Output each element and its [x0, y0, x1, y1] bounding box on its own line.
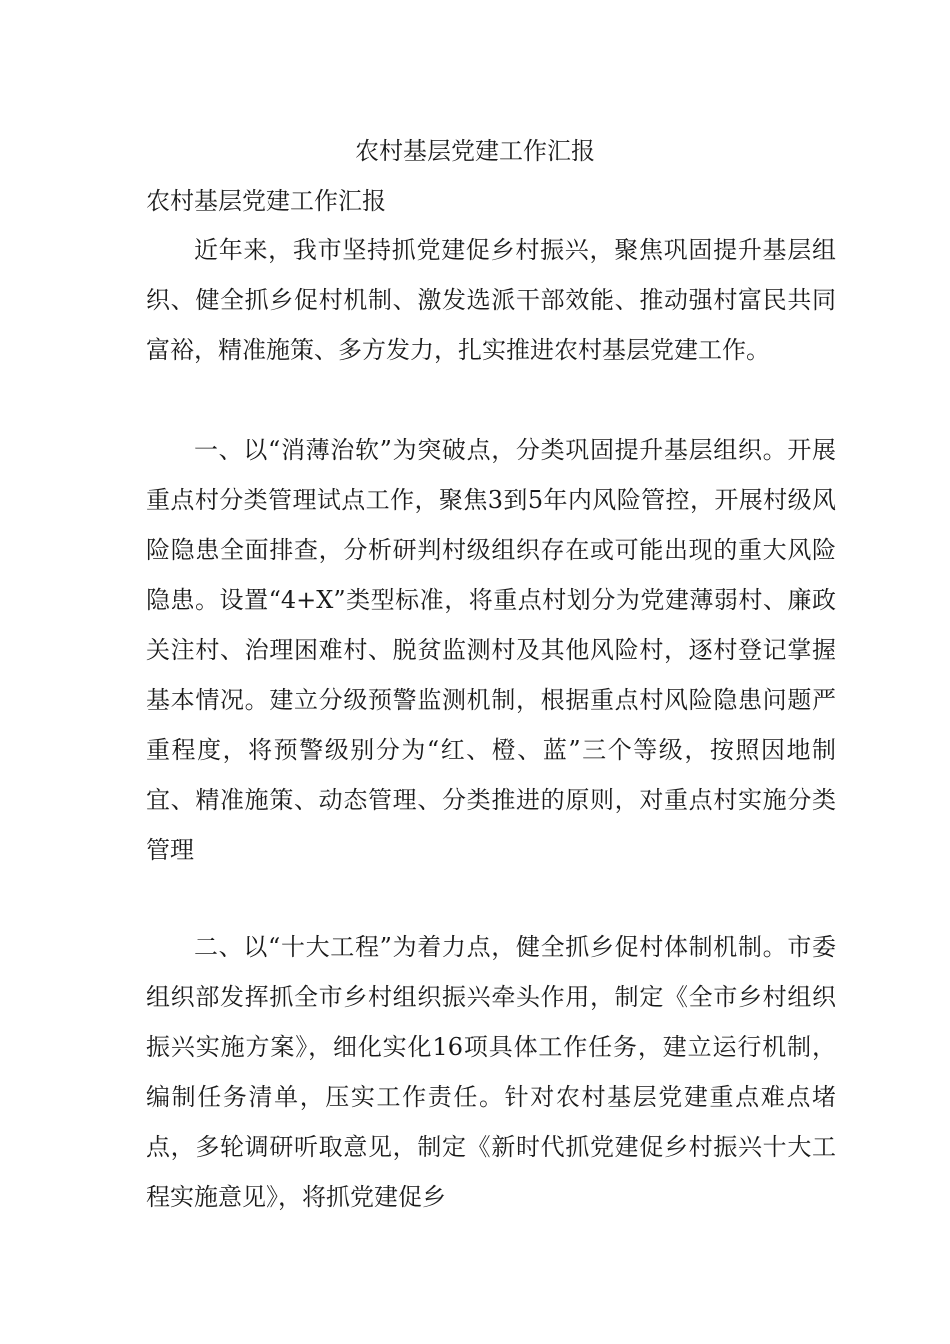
paragraph-section-two: 二、以“十大工程”为着力点，健全抓乡促村体制机制。市委组织部发挥抓全市乡村组织振兴牵头作用，制定《全市乡村组织振兴实施方案》，细化实化16项具体工作任务，建立运行机制，编制任务清单，压实工作责任。针对农村基层党建重点难点堵点，多轮调研听取意见，制定《新时代抓党建促乡村振兴十大工程实施意见》，将抓党建促乡 — [146, 933, 836, 1211]
paragraph-intro: 近年来，我市坚持抓党建促乡村振兴，聚焦巩固提升基层组织、健全抓乡促村机制、激发选派干部效能、推动强村富民共同富裕，精准施策、多方发力，扎实推进农村基层党建工作。 — [146, 236, 836, 364]
document-subtitle: 农村基层党建工作汇报 — [146, 187, 386, 215]
paragraph-section-one: 一、以“消薄治软”为突破点，分类巩固提升基层组织。开展重点村分类管理试点工作，聚焦3到5年内风险管控，开展村级风险隐患全面排查，分析研判村级组织存在或可能出现的重大风险隐患。设置“4+X”类型标准，将重点村划分为党建薄弱村、廉政关注村、治理困难村、脱贫监测村及其他风险村，逐村登记掌握基本情况。建立分级预警监测机制，根据重点村风险隐患问题严重程度，将预警级别分为“红、橙、蓝”三个等级，按照因地制宜、精准施策、动态管理、分类推进的原则，对重点村实施分类管理 — [146, 436, 836, 864]
document-title: 农村基层党建工作汇报 — [355, 137, 595, 165]
